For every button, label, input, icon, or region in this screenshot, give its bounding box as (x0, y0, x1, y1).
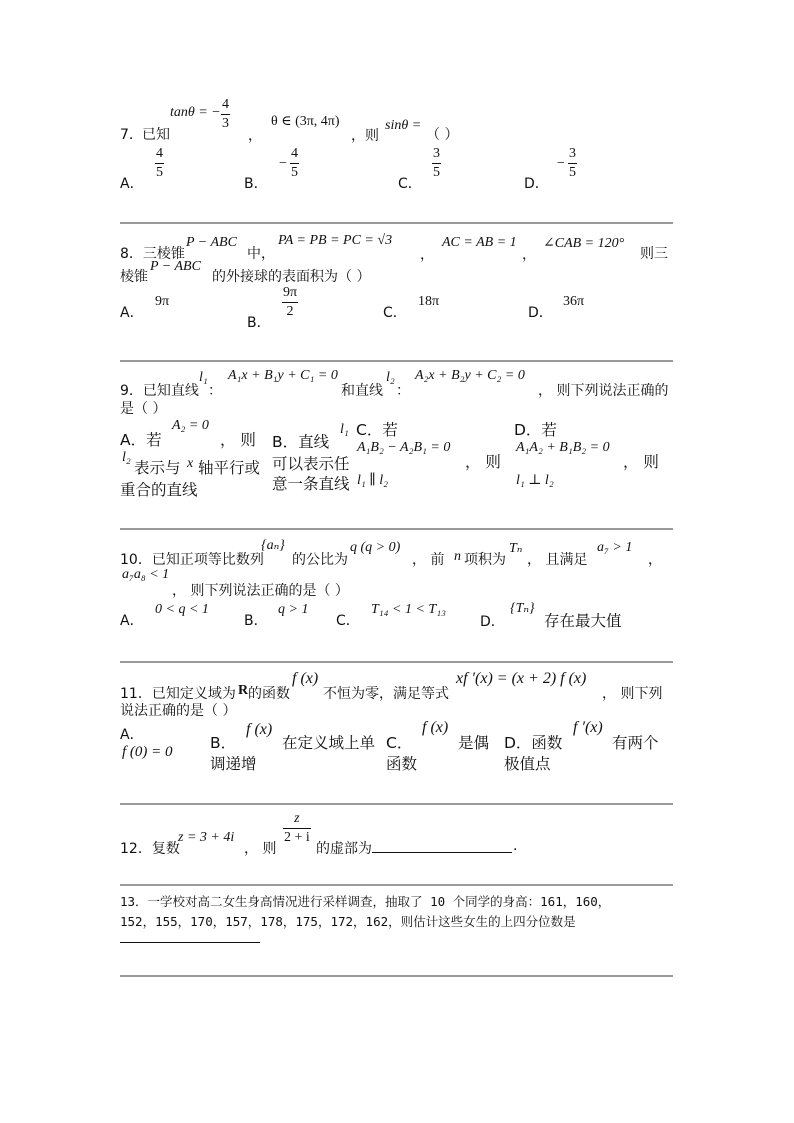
q12-answer-blank[interactable] (372, 840, 512, 853)
q7-sin-expr: sinθ = (385, 118, 422, 133)
q11-fx: f (x) (292, 670, 319, 687)
divider-6 (120, 884, 673, 886)
q9-option-c: C．若 (356, 421, 398, 439)
q11-equation: xf ′(x) = (x + 2) f (x) (456, 670, 587, 687)
q10-option-d-label: D． (480, 614, 505, 630)
q12-fraction: z 2 + i (284, 811, 310, 845)
q10-ratio: q (q > 0) (350, 540, 401, 555)
q7-lead: 已知 (142, 127, 170, 143)
divider-7 (120, 975, 673, 977)
q8-option-d-value: 36π (563, 294, 585, 309)
q7-tan-fraction: 4 3 (222, 97, 229, 131)
q7-answer-paren: （ ） (426, 127, 459, 143)
divider-1 (120, 222, 673, 224)
q11-option-d-label: D．函数 (504, 734, 563, 752)
q9-option-b: B．直线 (272, 433, 330, 451)
q8-ac-ab: AC = AB = 1 (442, 235, 517, 250)
q7-theta-range: θ ∈ (3π, 4π) (271, 114, 340, 129)
q8-option-d-label: D． (528, 305, 553, 321)
divider-5 (120, 803, 673, 805)
q7-option-a-label: A． (120, 176, 144, 192)
divider-3 (120, 528, 673, 530)
q8-option-c-value: 18π (418, 294, 440, 309)
q8-option-c-label: C． (383, 305, 407, 321)
q7-option-d-label: D． (524, 176, 549, 192)
q8-option-b-value: 9π 2 (283, 285, 298, 319)
q13-line-1: 13．一学校对高二女生身高情况进行采样调查，抽取了 10 个同学的身高：161，160， (120, 894, 611, 909)
q8-angle: ∠CAB = 120° (543, 236, 625, 251)
q8-option-a-label: A． (120, 305, 144, 321)
q10-option-b-value: q > 1 (278, 602, 309, 617)
q10-option-a-label: A． (120, 613, 144, 629)
q10-option-a-value: 0 < q < 1 (155, 602, 209, 617)
q10-option-c-value: T₁₄ < 1 < T₁₃ (371, 602, 446, 617)
q9-line1-eq: A₁x + B₁y + C₁ = 0 (228, 368, 338, 383)
q10-option-d-value: {Tₙ} (510, 601, 535, 616)
q10-option-c-label: C． (336, 613, 360, 629)
q11-option-a-value: f (0) = 0 (122, 744, 173, 760)
q13-answer-blank[interactable] (120, 930, 260, 943)
q8-option-a-value: 9π (155, 294, 170, 309)
q11-option-b-label: B． (210, 734, 237, 752)
q8-edge-equality: PA = PB = PC = √3 (278, 233, 393, 248)
q7-option-d-value: 3 5 (569, 146, 576, 180)
q10-option-b-label: B． (244, 613, 268, 629)
divider-2 (120, 360, 673, 362)
q7-number: 7． (120, 127, 143, 143)
q7-option-c-label: C． (398, 176, 422, 192)
q7-option-b-value: 4 5 (291, 146, 298, 180)
q7-tan-expr: tanθ = − (170, 105, 221, 120)
q12-z-def: z = 3 + 4i (178, 830, 235, 845)
q9-option-d: D．若 (514, 421, 557, 439)
q7-option-b-label: B． (244, 176, 268, 192)
q8-option-b-label: B． (247, 315, 271, 331)
q11-option-c-label: C． (386, 734, 413, 752)
q7-option-c-value: 3 5 (433, 146, 440, 180)
q13-line-2: 152，155，170，157，178，175，172，162，则估计这些女生的上四分位数是 (120, 914, 576, 929)
q7-option-a-value: 4 5 (156, 146, 163, 180)
q9-option-a: A．若 (120, 431, 162, 449)
q9-line2-eq: A₂x + B₂y + C₂ = 0 (415, 368, 525, 383)
q11-option-a-label: A． (120, 727, 144, 743)
divider-4 (120, 661, 673, 663)
